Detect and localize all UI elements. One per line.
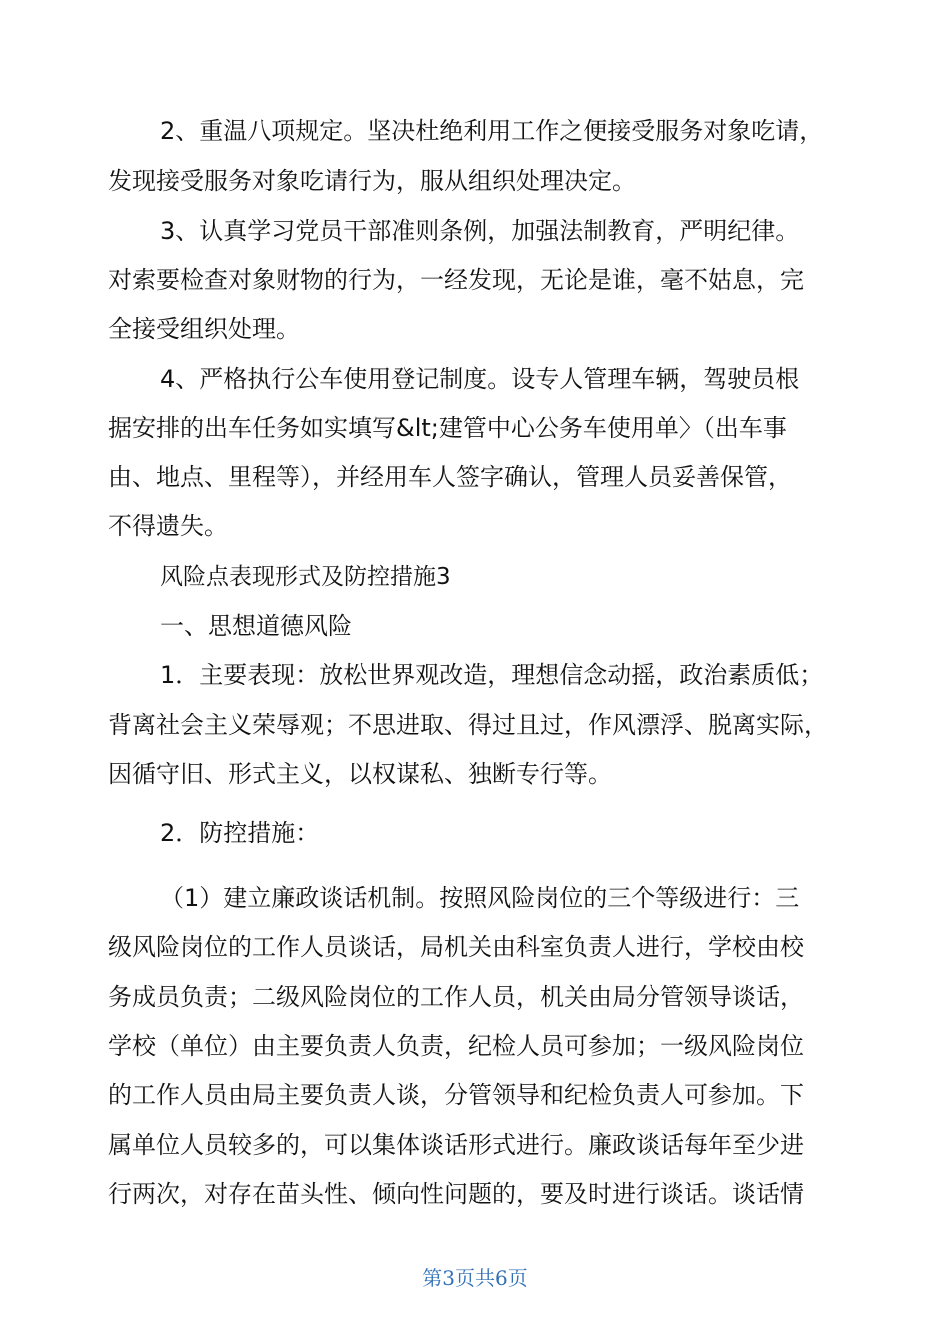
paragraph-line: 属单位人员较多的，可以集体谈话形式进行。廉政谈话每年至少进 — [108, 1131, 804, 1159]
paragraph-line: 由、地点、里程等），并经用车人签字确认，管理人员妥善保管， — [108, 463, 792, 491]
paragraph-line: 级风险岗位的工作人员谈话，局机关由科室负责人进行，学校由校 — [108, 933, 804, 961]
paragraph-line: 发现接受服务对象吃请行为，服从组织处理决定。 — [108, 167, 636, 195]
paragraph-line: 2．防控措施： — [160, 819, 320, 847]
paragraph-line: 3、认真学习党员干部准则条例，加强法制教育，严明纪律。 — [160, 217, 800, 245]
paragraph-line: 学校（单位）由主要负责人负责，纪检人员可参加；一级风险岗位 — [108, 1032, 804, 1060]
paragraph-line: 2、重温八项规定。坚决杜绝利用工作之便接受服务对象吃请， — [160, 117, 824, 145]
page-number-footer: 第3页共6页 — [422, 1266, 528, 1290]
paragraph-line: 务成员负责；二级风险岗位的工作人员，机关由局分管领导谈话， — [108, 983, 804, 1011]
paragraph-line: （1）建立廉政谈话机制。按照风险岗位的三个等级进行：三 — [160, 884, 800, 912]
section-heading: 风险点表现形式及防控措施3 — [160, 564, 451, 590]
paragraph-line: 全接受组织处理。 — [108, 315, 300, 343]
paragraph-line: 背离社会主义荣辱观；不思进取、得过且过，作风漂浮、脱离实际， — [108, 711, 828, 739]
paragraph-line: 对索要检查对象财物的行为，一经发现，无论是谁，毫不姑息，完 — [108, 266, 804, 294]
paragraph-line: 不得遗失。 — [108, 512, 228, 540]
paragraph-line: 的工作人员由局主要负责人谈，分管领导和纪检负责人可参加。下 — [108, 1081, 804, 1109]
section-heading: 一、思想道德风险 — [160, 612, 352, 640]
paragraph-line: 1．主要表现：放松世界观改造，理想信念动摇，政治素质低； — [160, 661, 824, 689]
paragraph-line: 4、严格执行公车使用登记制度。设专人管理车辆，驾驶员根 — [160, 365, 800, 393]
paragraph-line: 因循守旧、形式主义，以权谋私、独断专行等。 — [108, 760, 612, 788]
paragraph-line: 据安排的出车任务如实填写&lt;建管中心公务车使用单〉（出车事 — [108, 414, 787, 442]
paragraph-line: 行两次，对存在苗头性、倾向性问题的，要及时进行谈话。谈话情 — [108, 1180, 804, 1208]
